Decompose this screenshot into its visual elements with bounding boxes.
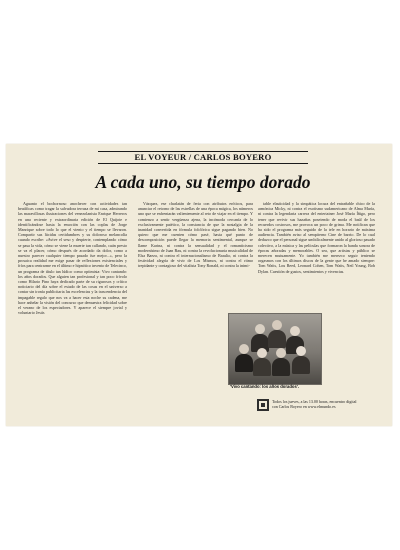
cast-photo	[228, 313, 322, 385]
person-head	[276, 348, 286, 358]
person-head	[296, 346, 306, 356]
headline: A cada uno, su tiempo dorado	[95, 172, 311, 192]
person-head	[257, 348, 267, 358]
footer-note: Todos los jueves, a las 13.00 horas, encuentro digital con Carlos Boyero en www.elmundo.es	[272, 399, 357, 409]
section-header: EL VOYEUR / CARLOS BOYERO	[134, 152, 272, 162]
qr-code-icon	[257, 399, 269, 411]
article-column-3	[258, 201, 375, 322]
person-body	[235, 354, 253, 372]
person-head	[290, 326, 300, 336]
header-rule-bottom	[98, 163, 308, 164]
person-body	[253, 358, 271, 376]
person-head	[255, 324, 265, 334]
person-head	[239, 344, 249, 354]
person-body	[292, 356, 310, 374]
article-column-3-continued	[323, 322, 377, 402]
col3-text: table elasticidad y la simpática locura del entrañable chico de la armónica Micky, ni contra el exotismo sudamericano de Alma María, ni contra la legendaria carrera del entertainer José María Íñigo, pero tener que revivir sus hazañas poseiendo de moda el baúl de los recuerdos costrosos, me provoca un poco de grima. Me notifican que ha sido el programa más seguido de la tele en horario de máxima audiencia. También aviso al sempiterno Cine de barrio. De lo cual deduzco que el personal sigue umbilicalmente unido al glorioso pasado colectivo, a la música y las películas que formaron la banda sonora de épocas añoradas y memorables. O sea, que artistas y público se merecen mutuamente. Yo también me merezco seguir teniendo orgasmos con los últimos discos de la gente que he amado siempre: Tom Waits, Lou Reed, Leonard Cohen, Tom Waits, Neil Young, Bob Dylan. Cuestión de gustos, sentimientos y vivencias.	[258, 201, 375, 274]
article-column-1	[18, 201, 127, 413]
photo-caption: 'Vivo cantando: los años dorados'.	[230, 384, 299, 389]
person-body	[272, 358, 290, 376]
person-head	[272, 320, 282, 330]
col2-text: Vázquez, ese charlatán de feria con atributos eróticos, para anunciar el retorno de las estrellas de una época mágica, los números uno que se enfrentarán valientemente al reto de viajar en el tiempo. Y comienzo a sentir vergüenza ajena, la incómoda cercanía de lo exclusivamente patético, la constancia de que la nostalgia de la inanidad convertida en fórmula folclórica sigue pagando bien. No quiero que me cuenten cómo pasé, hasta qué punto de descomposición puede llegar la memoria sentimental, aunque se llame Karina, ni contra la sensualidad y el romanticismo modernísimo de Juan Bau, ni contra la revolucionaria musicalidad de Elsa Baeza, ni contra el internacionalismo de Braulio, ni contra la festividad alegría de vivir de Los Mismos, ni contra el ritmo trepidante y contagioso del vitalista Tony Ronald, ni contra la inimi-	[138, 201, 253, 269]
person-body	[268, 330, 286, 348]
col1-text: Aguanto el bochornoso anochecer con actividades tan beatíficas como tragar la salvadora terraza de mi casa, admirando las maravillosas ilustraciones del venezolanista Enrique Herreros en una reciente y extraordinaria edición de El Quijote e identificándose hasta la emoción con las coplas de Jorge Manrique sobre todo lo que el viento y el tiempo se llevaron. Compartir sus lúcidas certidumbres y su doloroso melancolía cuando escribe: «Avive el seso y despierte, contemplando cómo se pasa la vida, cómo se viene la muerte tan callando, cuán presto se va el placer, cómo después de acordado da dolor, como a nuestro parecer cualquier tiempo pasado fue mejor...», pero la prosaica realidad me exige pasar de reflexiones existenciales y fríos para centrarme en el último e hipnótico invento de Telecinco, un programa de título tan lúdico como optimista: Vivo cantando: los años dorados. Que alguien tan profesional y tan poco frívolo como Hilario Pino haya dedicado parte de su rigurosos y crítico noticiario del día sobre el estado de las cosas en el universo a contar sin ironía publicitaria las excelencias y la trascendencia del impagable regalo que nos va a hacer esta noche su cadena, me hace anhelar la visión del concurso que demuestra felicidad sobre el verano de los espectadores. Y aparece el siempre jovial y voluntario Jesús	[18, 201, 127, 316]
